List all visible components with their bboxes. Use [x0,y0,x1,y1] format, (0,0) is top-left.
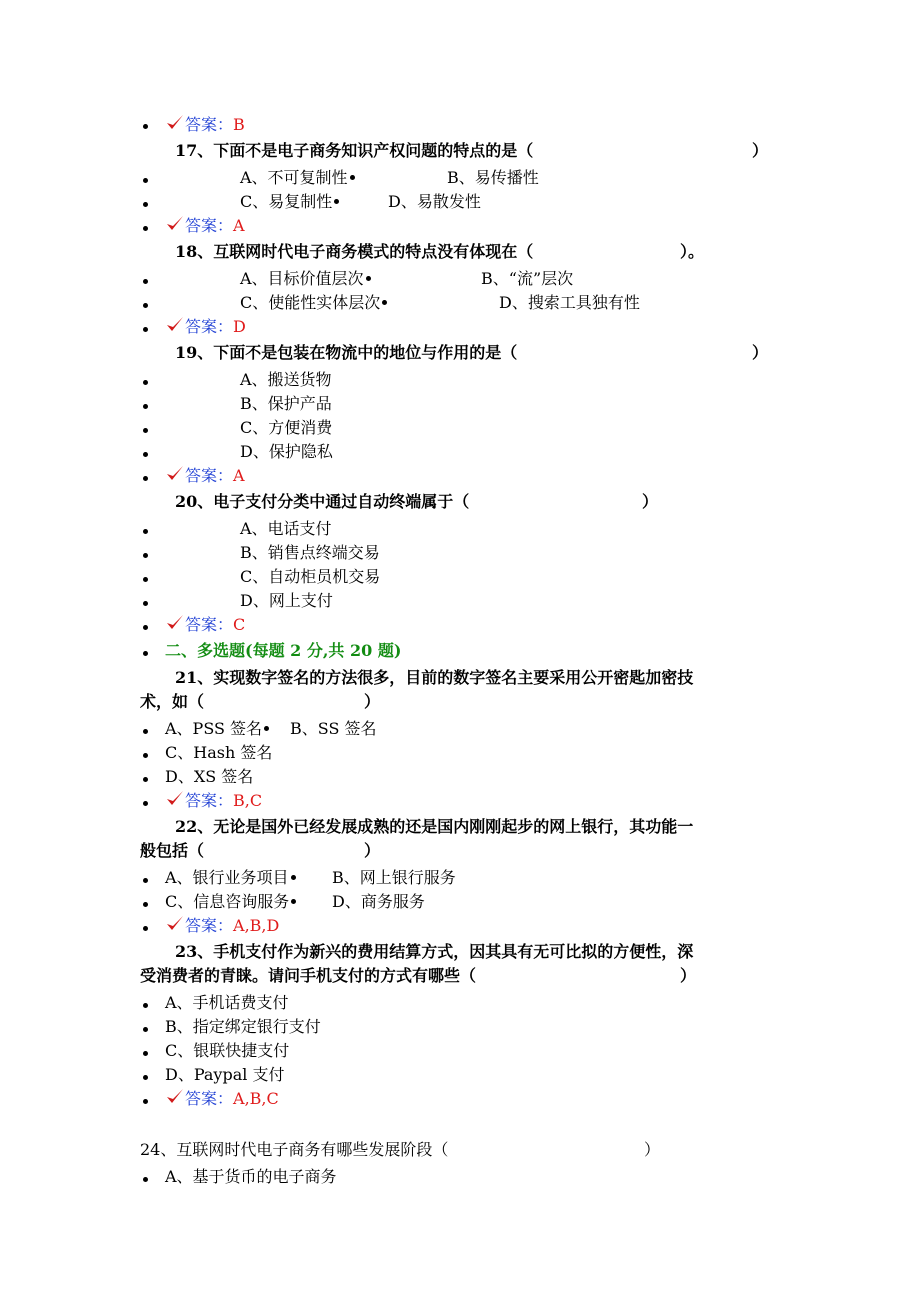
option-c: C、方便消费 [240,418,333,437]
bullet [143,601,148,606]
bullet [143,202,148,207]
answer-line [165,113,245,137]
question-19-stem: 19、下面不是包装在物流中的地位与作用的是（ [175,343,518,362]
option-c: C、自动柜员机交易 [240,567,381,586]
option-c: C、使能性实体层次 [240,291,387,315]
section-heading: 二、多选题(每题 2 分,共 20 题) [165,641,402,660]
option-b: B、SS 签名 [290,719,377,738]
option-a: A、不可复制性 [240,166,355,190]
question-20-close: ） [642,492,659,511]
answer-line: 答案：A [165,464,245,488]
question-21-close: ） [364,692,381,711]
answer-line: 答案：D [165,315,246,339]
bullet [143,753,148,758]
bullet [143,327,148,332]
checkmark-icon [165,464,185,484]
question-24-close: ） [644,1140,661,1159]
question-17-stem: 17、下面不是电子商务知识产权问题的特点的是（ [175,141,534,160]
option-a: A、目标价值层次 [240,267,371,291]
question-23-line2: 受消费者的青睐。请问手机支付的方式有哪些（ [140,966,477,985]
question-21-line1: 21、实现数字签名的方法很多，目前的数字签名主要采用公开密匙加密技 [175,668,694,687]
bullet [143,1099,148,1104]
bullet [143,279,148,284]
bullet [143,625,148,630]
question-18-close: ）。 [680,242,705,261]
answer-value: A,B,C [233,1089,279,1108]
checkmark-icon [165,789,185,809]
bullet [143,226,148,231]
bullet [143,1003,148,1008]
bullet [143,476,148,481]
answer-value: A [233,466,245,485]
question-20-stem: 20、电子支付分类中通过自动终端属于（ [175,492,470,511]
option-a: A、基于货币的电子商务 [165,1167,337,1186]
answer-line: 答案：A,B,C [165,1087,279,1111]
option-b: B、“流”层次 [481,269,574,288]
option-a: A、搬送货物 [240,370,332,389]
question-23-line1: 23、手机支付作为新兴的费用结算方式，因其具有无可比拟的方便性，深 [175,942,694,961]
bullet [143,1027,148,1032]
answer-value: C [233,615,246,634]
question-22-close: ） [364,841,381,860]
bullet [143,777,148,782]
bullet [143,452,148,457]
option-b: B、指定绑定银行支付 [165,1017,321,1036]
checkmark-icon [165,1087,185,1107]
answer-value: A,B,D [233,916,280,935]
option-d: D、商务服务 [332,892,425,911]
bullet [143,926,148,931]
answer-line: 答案：A,B,D [165,914,279,938]
bullet [143,529,148,534]
checkmark-icon [165,214,185,234]
question-22-line2: 般包括（ [140,841,205,860]
question-18-stem: 18、互联网时代电子商务模式的特点没有体现在（ [175,242,534,261]
bullet [143,651,148,656]
question-19-close: ） [752,343,769,362]
option-a: A、手机话费支付 [165,993,289,1012]
option-b: B、保护产品 [240,394,332,413]
bullet [143,178,148,183]
option-d: D、XS 签名 [165,767,254,786]
answer-line: 答案：B,C [165,789,262,813]
question-24-stem: 24、互联网时代电子商务有哪些发展阶段（ [140,1140,449,1159]
option-d: D、网上支付 [240,591,333,610]
question-21-line2: 术，如（ [140,692,205,711]
bullet [143,729,148,734]
question-17-close: ） [752,141,769,160]
bullet [143,1051,148,1056]
bullet [143,428,148,433]
question-23-close: ） [680,966,697,985]
option-b: B、易传播性 [447,168,539,187]
answer-value: B,C [233,791,263,810]
checkmark-icon [165,613,185,633]
bullet [143,404,148,409]
option-b: B、销售点终端交易 [240,543,380,562]
bullet [143,801,148,806]
bullet [143,553,148,558]
bullet [143,577,148,582]
option-a: A、PSS 签名 [165,717,269,741]
bullet [143,1075,148,1080]
answer-value: B [233,115,245,134]
option-c: C、Hash 签名 [165,743,273,762]
bullet [143,878,148,883]
option-b: B、网上银行服务 [332,868,456,887]
checkmark-icon [165,914,185,934]
option-d: D、Paypal 支付 [165,1065,285,1084]
answer-line: 答案：C [165,613,245,637]
option-d: D、搜索工具独有性 [499,293,640,312]
bullet [143,902,148,907]
bullet [143,303,148,308]
bullet [143,380,148,385]
option-c: C、银联快捷支付 [165,1041,290,1060]
checkmark-icon [165,315,185,335]
option-a: A、银行业务项目 [165,866,296,890]
option-a: A、电话支付 [240,519,332,538]
question-22-line1: 22、无论是国外已经发展成熟的还是国内刚刚起步的网上银行，其功能一 [175,817,694,836]
option-d: D、易散发性 [388,192,481,211]
answer-value: D [233,317,246,336]
bullet [143,1177,148,1182]
option-d: D、保护隐私 [240,442,333,461]
bullet [143,124,148,129]
answer-label: 答案： [185,115,234,134]
answer-value: A [233,216,245,235]
option-c: C、易复制性 [240,190,339,214]
answer-line: 答案：A [165,214,245,238]
checkmark-icon [165,113,185,133]
option-c: C、信息咨询服务 [165,890,296,914]
